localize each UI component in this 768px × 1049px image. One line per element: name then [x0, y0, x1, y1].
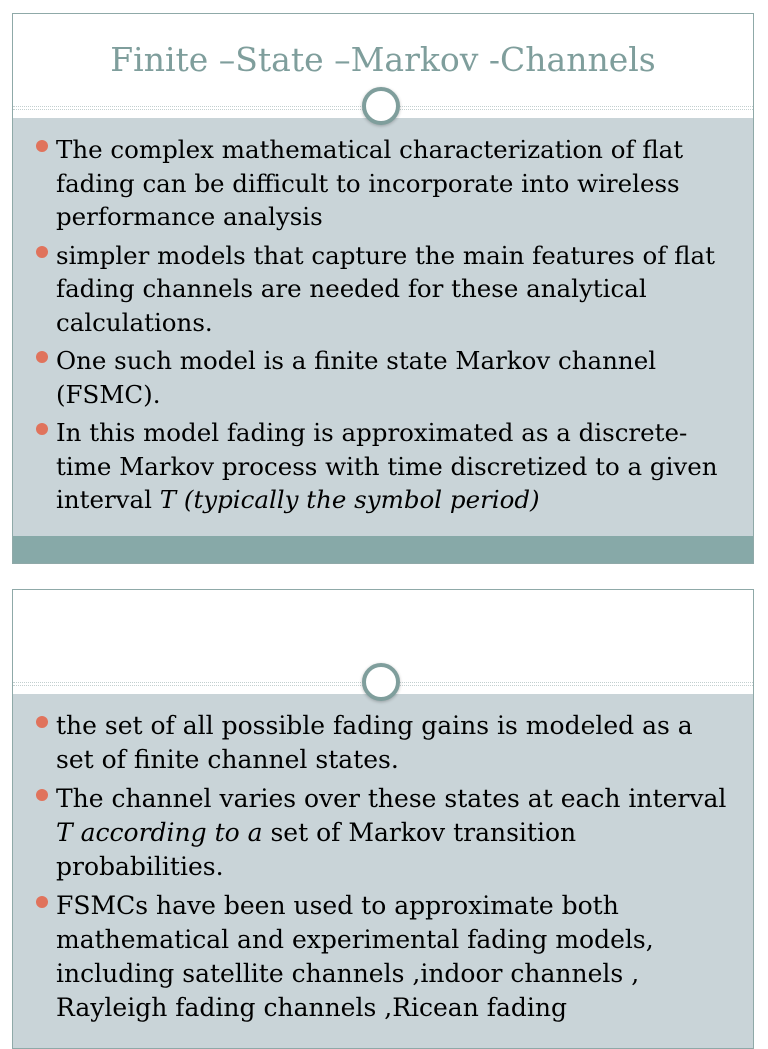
bullet-item: [33, 416, 731, 517]
bullet-text: The complex mathematical characterization of flat fading can be difficult to incorporate into wireless performance analysis: [56, 135, 684, 231]
bullet-dot-icon: [36, 423, 48, 435]
bullet-text-italic: T according to a: [56, 818, 263, 847]
bullet-item: [33, 344, 731, 411]
bullet-text: The channel varies over these states at each interval: [56, 784, 727, 813]
bullet-text: simpler models that capture the main features of flat fading channels are needed for these analytical calculations.: [56, 240, 715, 337]
bullet-dot-icon: [36, 140, 48, 152]
slide-1: [12, 13, 754, 564]
slide-1-bullet-list: [33, 133, 731, 522]
bullet-dot-icon: [36, 246, 48, 258]
bullet-item: [33, 133, 731, 234]
bullet-dot-icon: [36, 351, 48, 363]
slide-2-bullet-list: [33, 709, 731, 1030]
bullet-dot-icon: [36, 896, 48, 908]
bullet-text-italic: T (typically the symbol period): [159, 485, 540, 514]
slide-2-circle-ornament: [362, 663, 400, 701]
slide-1-circle-ornament: [362, 87, 400, 125]
slide-1-title: Finite –State –Markov -Channels: [110, 40, 656, 79]
slide-2: [12, 589, 754, 1049]
bullet-item: [33, 239, 731, 340]
bullet-text: the set of all possible fading gains is modeled as a set of finite channel states.: [56, 711, 693, 774]
slide-1-footer-bar: [13, 536, 753, 563]
bullet-dot-icon: [36, 716, 48, 728]
bullet-item: [33, 709, 731, 777]
bullet-item: [33, 889, 731, 1025]
bullet-text-after: set of Markov transition probabilities.: [56, 818, 577, 881]
bullet-text: FSMCs have been used to approximate both mathematical and experimental fading models, including satellite channels ,indoor channels , Rayleigh fading channels ,Ricean fading: [56, 891, 654, 1022]
bullet-item: [33, 782, 731, 884]
bullet-text: In this model fading is approximated as a discrete-time Markov process with time discretized to a given interval: [56, 418, 718, 514]
bullet-dot-icon: [36, 789, 48, 801]
bullet-text: One such model is a finite state Markov channel (FSMC).: [56, 346, 657, 409]
